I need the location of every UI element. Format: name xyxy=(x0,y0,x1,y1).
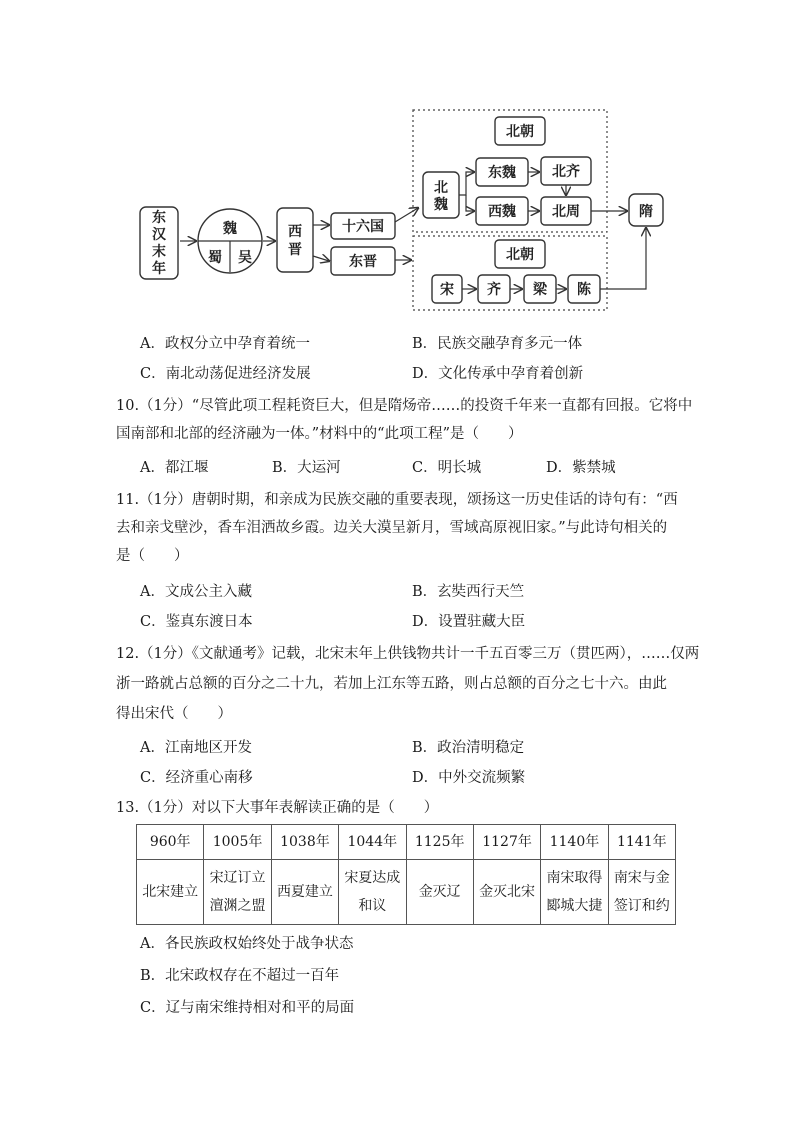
label-northern-wei-1: 北 xyxy=(434,180,448,196)
table-row-years xyxy=(137,825,676,860)
q10-option-a[interactable]: A．都江堰 xyxy=(140,460,209,476)
label-western-jin-2: 晋 xyxy=(288,242,302,258)
q11-stem-line2: 去和亲戈壁沙，香车泪洒故乡霞。边关大漠呈新月，雪域高原视旧家。”与此诗句相关的 xyxy=(116,520,668,536)
label-eastern-jin: 东晋 xyxy=(349,254,377,270)
label-eastern-han-2: 汉 xyxy=(152,227,166,243)
year-cell: 1127年 xyxy=(473,825,540,860)
dynasty-diagram xyxy=(0,0,794,330)
label-northern-dynasties: 北朝 xyxy=(506,124,534,140)
q11-stem-line3: 是（ ） xyxy=(116,548,189,564)
q13-option-c[interactable]: C．辽与南宋维持相对和平的局面 xyxy=(140,1000,355,1016)
q9-option-d[interactable]: D．文化传承中孕育着创新 xyxy=(412,366,584,382)
label-western-wei: 西魏 xyxy=(488,204,516,220)
year-cell: 1140年 xyxy=(541,825,608,860)
q13-option-a[interactable]: A．各民族政权始终处于战争状态 xyxy=(140,936,354,952)
label-liang: 梁 xyxy=(533,282,547,298)
q12-stem-line2: 浙一路就占总额的百分之二十九，若加上江东等五路，则占总额的百分之七十六。由此 xyxy=(116,676,667,692)
year-cell: 1141年 xyxy=(608,825,675,860)
table-row-events xyxy=(137,860,676,925)
label-qi: 齐 xyxy=(487,282,501,298)
q11-option-b[interactable]: B．玄奘西行天竺 xyxy=(412,584,525,600)
label-eastern-wei: 东魏 xyxy=(488,165,516,181)
label-sui: 隋 xyxy=(639,204,653,220)
event-cell: 南宋与金 签订和约 xyxy=(608,860,675,925)
label-wei: 魏 xyxy=(223,221,237,237)
label-northern-zhou: 北周 xyxy=(552,204,580,220)
label-song: 宋 xyxy=(440,282,454,298)
q12-stem-line3: 得出宋代（ ） xyxy=(116,706,232,722)
label-chen: 陈 xyxy=(577,282,591,298)
event-cell: 金灭辽 xyxy=(406,860,473,925)
q10-stem-line2: 国南部和北部的经济融为一体。”材料中的“此项工程”是（ ） xyxy=(116,426,523,442)
label-eastern-han-1: 东 xyxy=(152,210,166,226)
q9-option-a[interactable]: A．政权分立中孕育着统一 xyxy=(140,336,310,352)
q11-stem-line1: 11.（1分）唐朝时期，和亲成为民族交融的重要表现，颂扬这一历史佳话的诗句有：“西 xyxy=(116,492,678,508)
q12-stem-line1: 12.（1分）《文献通考》记载，北宋末年上供钱物共计一千五百零三万（贯匹两），……仅两 xyxy=(116,646,700,662)
q9-option-b[interactable]: B．民族交融孕育多元一体 xyxy=(412,336,583,352)
event-cell: 金灭北宋 xyxy=(473,860,540,925)
q11-option-d[interactable]: D．设置驻藏大臣 xyxy=(412,614,526,630)
q12-option-d[interactable]: D．中外交流频繁 xyxy=(412,770,526,786)
event-cell: 宋夏达成 和议 xyxy=(339,860,406,925)
label-eastern-han-4: 年 xyxy=(152,261,166,277)
label-northern-wei-2: 魏 xyxy=(434,197,448,213)
label-southern-dynasties: 北朝 xyxy=(506,247,534,263)
q10-option-d[interactable]: D．紫禁城 xyxy=(546,460,616,476)
event-cell: 西夏建立 xyxy=(271,860,338,925)
q11-option-c[interactable]: C．鉴真东渡日本 xyxy=(140,614,253,630)
year-cell: 1125年 xyxy=(406,825,473,860)
year-cell: 1044年 xyxy=(339,825,406,860)
q10-option-c[interactable]: C．明长城 xyxy=(412,460,482,476)
q12-option-c[interactable]: C．经济重心南移 xyxy=(140,770,253,786)
event-cell: 南宋取得 郾城大捷 xyxy=(541,860,608,925)
q12-option-b[interactable]: B．政治清明稳定 xyxy=(412,740,525,756)
q10-stem-line1: 10.（1分）“尽管此项工程耗资巨大，但是隋炀帝……的投资千年来一直都有回报。它将中 xyxy=(116,398,693,414)
event-cell: 北宋建立 xyxy=(137,860,204,925)
label-shu: 蜀 xyxy=(208,250,222,266)
box-western-jin xyxy=(277,208,313,272)
q11-option-a[interactable]: A．文成公主入藏 xyxy=(140,584,252,600)
label-eastern-han-3: 末 xyxy=(152,244,166,260)
q13-stem: 13.（1分）对以下大事年表解读正确的是（ ） xyxy=(116,800,439,816)
label-wu: 吴 xyxy=(238,250,252,266)
label-western-jin-1: 西 xyxy=(288,224,302,240)
q9-option-c[interactable]: C．南北动荡促进经济发展 xyxy=(140,366,311,382)
events-timeline-table xyxy=(136,824,676,925)
q12-option-a[interactable]: A．江南地区开发 xyxy=(140,740,252,756)
year-cell: 1005年 xyxy=(204,825,271,860)
q13-option-b[interactable]: B．北宋政权存在不超过一百年 xyxy=(140,968,340,984)
event-cell: 宋辽订立 澶渊之盟 xyxy=(204,860,271,925)
year-cell: 960年 xyxy=(137,825,204,860)
year-cell: 1038年 xyxy=(271,825,338,860)
dynasty-flowchart xyxy=(0,0,794,330)
label-northern-qi: 北齐 xyxy=(552,164,580,180)
label-sixteen-kingdoms: 十六国 xyxy=(342,219,384,235)
q10-option-b[interactable]: B．大运河 xyxy=(272,460,341,476)
